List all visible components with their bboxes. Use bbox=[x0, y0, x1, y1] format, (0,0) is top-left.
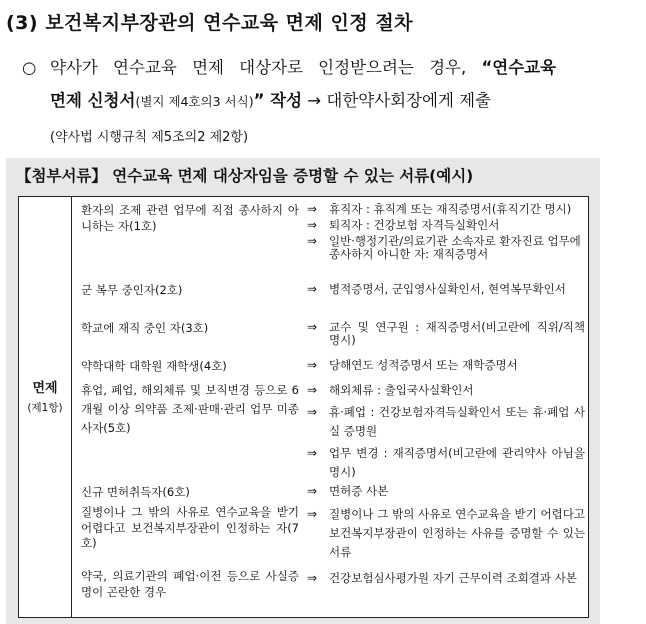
document-item: ⇒ 일반·행정기관/의료기관 소속자로 환자진료 업무에 종사하지 아니한 자: 재직증명서 bbox=[307, 234, 581, 261]
arrow-icon: ⇒ bbox=[307, 383, 318, 397]
exemption-table bbox=[18, 196, 589, 618]
section-heading: (3) 보건복지부장관의 연수교육 면제 인정 절차 bbox=[6, 12, 414, 34]
arrow-icon: ⇒ bbox=[307, 358, 318, 372]
exemption-condition: 휴업, 폐업, 해외체류 및 보직변경 등으로 6개월 이상 의약품 조제·판매·관리 업무 미종사자(5호) bbox=[81, 383, 299, 435]
arrow-icon: ⇒ bbox=[307, 405, 318, 419]
arrow-icon: ⇒ bbox=[307, 571, 318, 585]
arrow-icon: ⇒ bbox=[307, 234, 318, 248]
document-item: ⇒ 면허증 사본 bbox=[307, 484, 389, 498]
exemption-condition: 군 복무 중인자(2호) bbox=[81, 283, 183, 297]
arrow-icon: ⇒ bbox=[307, 484, 318, 498]
exemption-condition: 신규 면허취득자(6호) bbox=[81, 485, 190, 499]
exemption-condition: 학교에 재직 중인 자(3호) bbox=[81, 321, 209, 335]
category-clause: (제1항) bbox=[27, 402, 63, 414]
document-item: ⇒ 병적증명서, 군입영사실확인서, 현역복무확인서 bbox=[307, 282, 566, 296]
document-list bbox=[307, 359, 585, 375]
panel-title: 【첨부서류】 연수교육 면제 대상자임을 증명할 수 있는 서류(예시) bbox=[16, 167, 474, 185]
document-item: ⇒ 해외체류 : 출입국사실확인서 bbox=[307, 381, 585, 400]
document-item: ⇒ 휴·폐업 : 건강보험자격득실확인서 또는 휴·폐업 사실 증명원 bbox=[307, 405, 585, 438]
column-divider bbox=[71, 197, 72, 617]
arrow-icon: ⇒ bbox=[307, 507, 318, 521]
document-list bbox=[307, 505, 585, 565]
arrow-icon: ⇒ bbox=[307, 320, 318, 334]
document-list bbox=[307, 203, 585, 264]
document-item: ⇒ 교수 및 연구원 : 재직증명서(비고란에 직위/직책 명시) bbox=[307, 320, 585, 347]
form-name-part1: “연수교육 bbox=[481, 58, 557, 77]
paragraph-line-1 bbox=[50, 52, 556, 84]
submit-instruction: → 대한약사회장에게 제출 bbox=[302, 91, 492, 110]
document-item: ⇒ 업무 변경 : 재직증명서(비고란에 관리약사 아님을 명시) bbox=[307, 446, 585, 479]
arrow-icon: ⇒ bbox=[307, 446, 318, 460]
document-item: ⇒ 휴직자 : 휴직계 또는 재직증명서(휴직기간 명시) bbox=[307, 202, 572, 216]
write-instruction: ” 작성 bbox=[253, 91, 303, 110]
arrow-icon: ⇒ bbox=[307, 218, 318, 232]
document-list bbox=[307, 485, 585, 501]
category-cell bbox=[19, 377, 71, 415]
document-item: ⇒ 당해연도 성적증명서 또는 재학증명서 bbox=[307, 358, 518, 372]
category-name: 면제 bbox=[32, 381, 58, 396]
document-list bbox=[307, 569, 585, 591]
document-item: ⇒ 질병이나 그 밖의 사유로 연수교육을 받기 어렵다고 보건복지부장관이 인정하는 사유를 증명할 수 있는 서류 bbox=[307, 507, 585, 559]
form-reference: (별지 제4호의3 서식) bbox=[135, 94, 254, 109]
document-item: ⇒ 건강보험심사평가원 자기 근무이력 조회결과 사본 bbox=[307, 569, 585, 588]
exemption-condition: 환자의 조제 관련 업무에 직접 종사하지 아니하는 자(1호) bbox=[81, 203, 299, 233]
form-name-part2: 면제 신청서 bbox=[50, 91, 136, 110]
document-list bbox=[307, 321, 585, 350]
paragraph-text: 약사가 연수교육 면제 대상자로 인정받으려는 경우, bbox=[50, 58, 467, 77]
arrow-icon: ⇒ bbox=[307, 282, 318, 296]
document-list bbox=[307, 283, 585, 299]
document-item: ⇒ 퇴직자 : 건강보험 자격득실확인서 bbox=[307, 218, 500, 232]
document-list bbox=[307, 381, 585, 485]
exemption-condition: 약국, 의료기관의 폐업·이전 등으로 사실증명이 곤란한 경우 bbox=[81, 569, 299, 599]
bullet-marker: ○ bbox=[22, 58, 37, 77]
attachments-panel bbox=[6, 158, 600, 624]
exemption-condition: 질병이나 그 밖의 사유로 연수교육을 받기 어렵다고 보건복지부장관이 인정하는 자(7호) bbox=[81, 505, 299, 550]
arrow-icon: ⇒ bbox=[307, 202, 318, 216]
exemption-condition: 약학대학 대학원 재학생(4호) bbox=[81, 359, 227, 373]
paragraph-line-2 bbox=[50, 85, 491, 118]
legal-basis: (약사법 시행규칙 제5조의2 제2항) bbox=[50, 130, 249, 145]
